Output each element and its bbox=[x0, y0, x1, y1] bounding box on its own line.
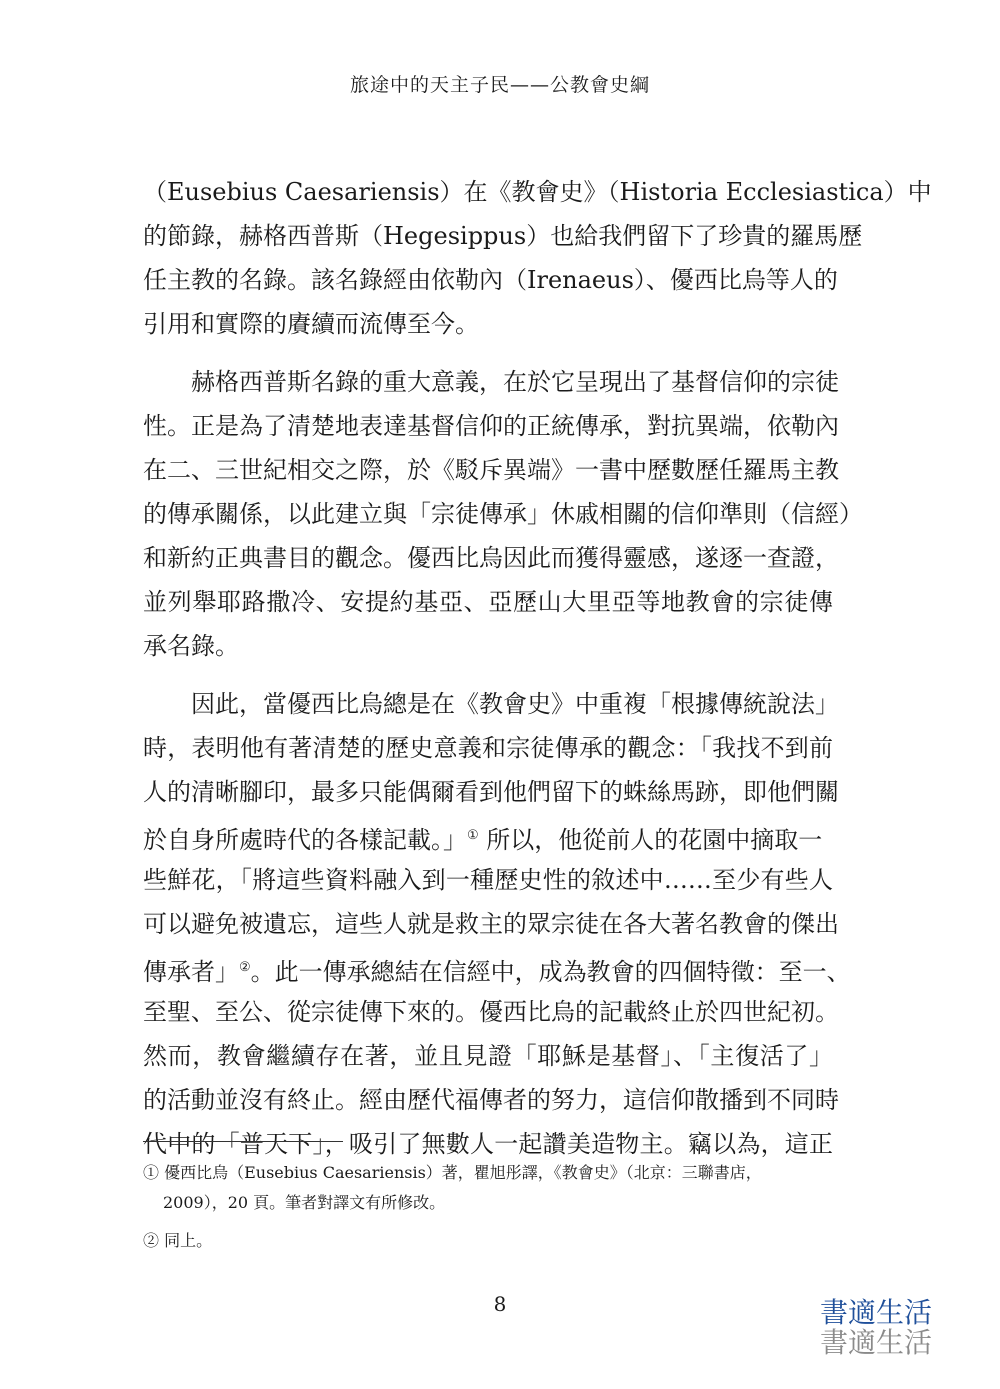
text-segment: 。此一傳承總結在信經中，成為教會的四個特徵：至一、 bbox=[250, 958, 851, 986]
footnotes bbox=[143, 1158, 833, 1256]
text-line: 人的清晰腳印，最多只能偶爾看到他們留下的蛛絲馬跡，即他們關 bbox=[143, 778, 839, 806]
text-line: 的活動並沒有終止。經由歷代福傳者的努力，這信仰散播到不同時 bbox=[143, 1086, 839, 1114]
text-line: （Eusebius Caesariensis）在《教會史》（Historia Ecclesiastica）中 bbox=[143, 178, 932, 206]
text-line: 任主教的名錄。該名錄經由依勒內（Irenaeus）、優西比烏等人的 bbox=[143, 266, 838, 294]
text-line: 赫格西普斯名錄的重大意義，在於它呈現出了基督信仰的宗徒 bbox=[191, 368, 839, 396]
footnote-marker-2[interactable]: ② bbox=[239, 960, 251, 975]
text-segment: 所以，他從前人的花園中摘取一 bbox=[486, 826, 823, 854]
footnote-1-line-2: 2009），20 頁。筆者對譯文有所修改。 bbox=[163, 1193, 446, 1212]
text-line: 代中的「普天下」，吸引了無數人一起讚美造物主。竊以為，這正 bbox=[143, 1130, 833, 1158]
text-line: 因此，當優西比烏總是在《教會史》中重複「根據傳統說法」 bbox=[191, 690, 839, 718]
body-text bbox=[143, 170, 932, 1166]
text-line: 些鮮花，「將這些資料融入到一種歷史性的敘述中……至少有些人 bbox=[143, 866, 833, 894]
running-header: 旅途中的天主子民——公教會史綱 bbox=[349, 74, 650, 96]
text-line: 在二、三世紀相交之際，於《駁斥異端》一書中歷數歷任羅馬主教 bbox=[143, 456, 839, 484]
text-line: 時，表明他有著清楚的歷史意義和宗徒傳承的觀念：「我找不到前 bbox=[143, 734, 833, 762]
footnote-1-line-1: ① 優西比烏（Eusebius Caesariensis）著，瞿旭彤譯，《教會史》（北京：三聯書店， bbox=[143, 1163, 762, 1182]
page-number: 8 bbox=[493, 1292, 507, 1316]
watermark-logo: 書適生活 bbox=[820, 1296, 933, 1329]
watermark-logo-shadow: 書適生活 bbox=[820, 1326, 933, 1359]
footnote-divider bbox=[143, 1141, 343, 1142]
text-line: 並列舉耶路撒冷、安提約基亞、亞歷山大里亞等地教會的宗徒傳 bbox=[143, 588, 833, 616]
text-line bbox=[143, 946, 851, 990]
footnote-2: ② 同上。 bbox=[143, 1231, 213, 1250]
text-line bbox=[143, 814, 833, 858]
footnote-1 bbox=[143, 1158, 833, 1218]
text-line: 承名錄。 bbox=[143, 632, 239, 660]
text-line: 至聖、至公、從宗徒傳下來的。優西比烏的記載終止於四世紀初。 bbox=[143, 998, 839, 1026]
text-line: 和新約正典書目的觀念。優西比烏因此而獲得靈感，遂逐一查證， bbox=[143, 544, 839, 572]
text-line: 的傳承關係，以此建立與「宗徒傳承」休戚相關的信仰準則（信經） bbox=[143, 500, 863, 528]
text-line: 的節錄，赫格西普斯（Hegesippus）也給我們留下了珍貴的羅馬歷 bbox=[143, 222, 863, 250]
footnote-marker-1[interactable]: ① bbox=[467, 828, 479, 843]
text-segment: 傳承者」 bbox=[143, 958, 239, 986]
text-line: 可以避免被遺忘，這些人就是救主的眾宗徒在各大著名教會的傑出 bbox=[143, 910, 839, 938]
text-line: 性。正是為了清楚地表達基督信仰的正統傳承，對抗異端，依勒內 bbox=[143, 412, 839, 440]
text-line: 引用和實際的賡續而流傳至今。 bbox=[143, 310, 479, 338]
text-segment: 於自身所處時代的各樣記載。」 bbox=[143, 826, 467, 854]
text-line: 然而，教會繼續存在著，並且見證「耶穌是基督」、「主復活了」 bbox=[143, 1042, 833, 1070]
